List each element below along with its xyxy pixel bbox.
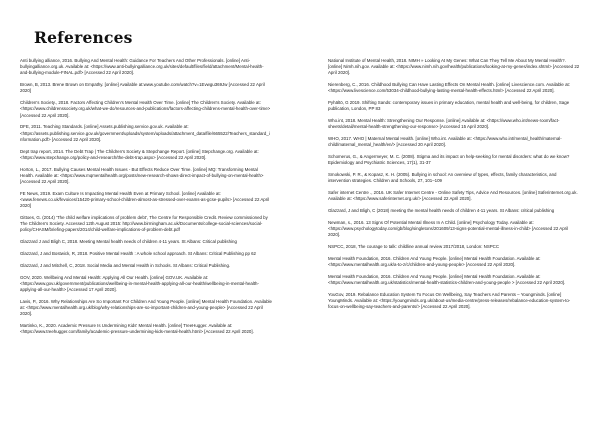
right-reference-column (328, 58, 580, 341)
reference-entry: Glazzard J and Bligh C, 2018. Meeting Mental health needs of children 4-11 years. St Albans: Critical publishing (20, 239, 237, 245)
reference-entry: Glazzard, J and Mitchell, C, 2018. Social Media and Mental Health in Schools. St Albans: Critical Publishing. (20, 262, 231, 268)
reference-entry: Lavis, P., 2016. Why Relationships Are So Important For Children And Young People. [online] Mental Health Foundation. Available at: <https://www.mentalhealth.org.uk/blog/why-relationships-are-so-important-children-and-young-people> [Accessed 22 April 2020]. (20, 298, 272, 317)
reference-entry: Nierenberg, C., 2016. Childhood Bullying Can Have Lasting Effects On Mental Health. [online] Livescience.com. Available at: <https://www.livescience.com/53034-childhood-bullying-lasting-mental-health-effects.html> [Accessed 22 April 2020]. (328, 82, 570, 94)
reference-entry: Dept trap report, 2014. The Debt Trap | The Children's Society & Stepchange Report. [online] Stepchange.org. Available at: <https://www.stepchange.org/policy-and-research/the-debt-trap.aspx> [Accessed 22 April 2020]. (20, 148, 259, 160)
reference-entry: Glazzard, J and Bostwick, R, 2018. Positive Mental Health : A whole school approach. St Albans: Critical Publishing pp 62 (20, 251, 256, 257)
reference-entry: DFE, 2011. Teaching Standards. [online] Assets.publishing.service.gov.uk. Available at: <https://assets.publishing.service.gov.uk/government/uploads/system/uploads/attachment_data/file/665522/Teachers_standard_information.pdf> [Accessed 22 April 2020]. (20, 124, 270, 142)
reference-entry: NSPCC, 2018, The courage to talk: childline annual review 2017/2018, London: NSPCC (328, 244, 500, 250)
reference-entry: Anti bullying alliance, 2016. Bullying And Mental Health: Guidance For Teachers And Other Professionals. [online] Anti-bullyingalliance.org.uk. Available at: <https://www.anti-bullyingalliance.org.uk/sites/default/files/field/attachment/Mental-health-and-bullying-module-FINAL.pdf> [Accessed 22 April 2020]. (20, 58, 264, 76)
reference-entry: Glazzard, J and Bligh, C (2018) meeting the mental health needs of children 4-11 years. St Albans: critical publishing (328, 208, 555, 214)
reference-entry: Gittoes, G. (2014) 'The child welfare implications of problem debt', The Centre for Responsible Credit. Review commissioned by The Children's Society. Accessed 12th August 2015: http://www.birmingham.ac.uk/Documents/college-social-sciences/social-policy/CHASM/briefing-papers/2014/child-welfare-implications-of-problem-debt.pdf (20, 215, 268, 233)
reference-entry: Newman, s., 2016. 13 Signs Of Potential Mental Illness In A Child. [online] Psychology Today. Available at: <https://www.psychologytoday.com/gb/blog/singletons/201609/13-signs-potential-mental-illness-in-child> [Accessed 22 April 2020]. (328, 220, 569, 238)
page-title: References (34, 28, 133, 47)
reference-entry: Mental Health Foundation, 2016. Children And Young People. [online] Mental Health Foundation. Available at: <https://www.mentalhealth.org.uk/a-to-z/c/children-and-young-people> [Accessed 22 April 2020]. (328, 256, 541, 268)
reference-entry: Schomerus, G., & Angermeyer, M. C. (2008). Stigma and its impact on help-seeking for mental disorders: what do we know? Epidemiology and Psychiatric Sciences, 17(1), 31-37 (328, 154, 570, 166)
reference-entry: FE News, 2019. Exam Culture Is Impacting Mental Health Even at Primary School. [online] Available at: <www.fenews.co.uk/fevoices/15420-primary-school-children-almost-as-stressed-over-exams-as-gcse-pupils> [Accessed 22 April 2020] (20, 190, 270, 209)
reference-entry: National Institute of Mental Health, 2018. NIMH » Looking At My Genes: What Can They Tell Me About My Mental Health?. [online] Nimh.nih.gov. Available at: <https://www.nimh.nih.gov/health/publications/looking-at-my-genes/index.shtml> [Accessed 22 April 2020]. (328, 58, 580, 76)
reference-entry: Children's Society., 2018. Factors Affecting Children's Mental Health Over Time. [online] The Children's Society. Available at: <https://www.childrenssociety.org.uk/what-we-do/resources-and-publications/factors-affecting-childrens-mental-health-over-time> [Accessed 22 April 2020]. (20, 100, 271, 118)
reference-entry: YouGov, 2019. Rebalance Education System To Focus On Wellbeing, Say Teachers And Parents – Youngminds. [online] YoungMinds. Available at: <https://youngminds.org.uk/about-us/media-centre/press-releases/rebalance-education-system-to-focus-on-wellbeing-say-teachers-and-parents/> [Accessed 22 April 2020]. (328, 292, 571, 310)
reference-entry: Pyhältö, G 2019. Shifting Sands: contemporary issues in primary education, mental health and well-being, for children, Sage publication, London, PP 83 (328, 100, 570, 112)
reference-entry: Martinko, K., 2020. Academic Pressure Is Undermining Kids' Mental Health. [online] TreeHugger. Available at: <https://www.treehugger.com/family/academic-pressure-undermining-kids-mental-health.html> [Accessed 22 April 2020]. (20, 323, 254, 335)
reference-entry: Mental Health Foundation, 2016. Children And Young People. [online] Mental Health Foundation. Available at: <https://www.mentalhealth.org.uk/statistics/mental-health-statistics-children-and-young-people > [Accessed 22 April 2020]. (328, 274, 566, 286)
reference-entry: GOV, 2020. Wellbeing And Mental Health: Applying All Our Health. [online] GOV.UK. Available at: <https://www.gov.uk/government/publications/wellbeing-in-mental-health-applying-all-our-health/wellbeing-in-mental-health-applying-all-our-health> [Accessed 17 April 2020]. (20, 274, 259, 293)
reference-entry: Smokowski, P. R., & Kopasz, K. H. (2005). Bullying in school: An overview of types, effects, family characteristics, and intervention strategies. Children and Schools, 27, 101–109 (328, 172, 557, 184)
reference-entry: Safer internet Centre ., 2016. UK Safer Internet Centre - Online Safety Tips, Advice And Resources. [online] Saferinternet.org.uk. Available at: <https://www.saferinternet.org.uk/> [Accessed 22 April 2020]. (328, 190, 578, 202)
reference-entry: WHO, 2017. WHO | Maternal Mental Health. [online] Who.int. Available at: <https://www.who.int/mental_health/maternal-child/maternal_mental_health/en/> [Accessed 20 April 2020]. (328, 136, 562, 148)
reference-entry: Brown, B, 2013. Brene Brown on Empathy. [online] Available at:www.youtube.com/watch?v=1Evwgu369Jw [Accessed 22 April 2020] (20, 82, 265, 94)
reference-entry: Horton, L., 2017. Bullying Causes Mental Health Issues - But Effects Reduce Over Time. [online] MQ: Transforming Mental Health. Available at: <https://www.mqmentalhealth.org/posts/new-research-shows-direct-impact-of-bullying-on-mental-health> [Accessed 22 April 2020]. (20, 166, 264, 185)
reference-columns (20, 58, 580, 341)
left-reference-column (20, 58, 272, 341)
reference-entry: Who.int, 2018. Mental Health: Strengthening Our Response. [online] Available at: <https://www.who.int/news-room/fact-sheets/detail/mental-health-strengthening-our-response> [Accessed 15 April 2020]. (328, 118, 560, 130)
